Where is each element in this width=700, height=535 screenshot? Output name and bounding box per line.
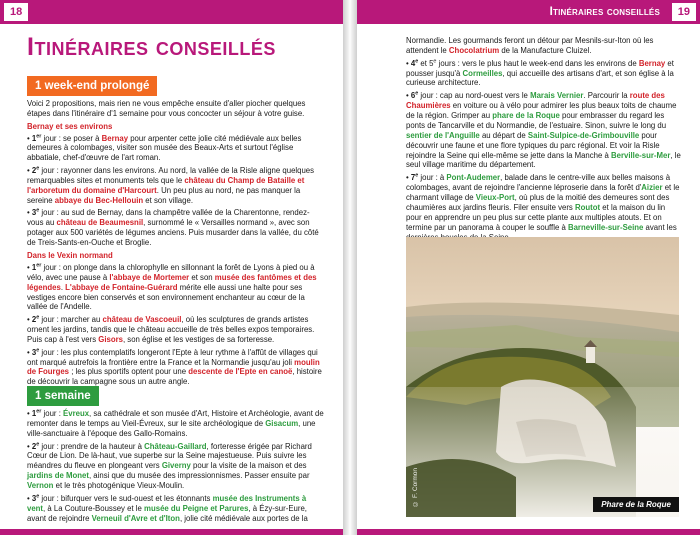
page-title-text: Itinéraires conseillés <box>27 33 276 61</box>
section-tab-week: 1 semaine <box>27 386 99 406</box>
running-title-text: Itinéraires conseillés <box>549 6 660 18</box>
photo-landscape <box>406 237 679 517</box>
bernay-day-1: • 1er jour : se poser à Bernay pour arpenter cette jolie cité médiévale aux belles demeures à colombages, visiter son musée des Beaux-Arts et surtout l'église abbatiale, chef-d'œuvre de l'art roman. <box>27 132 302 163</box>
photo-caption: Phare de la Roque <box>593 497 679 512</box>
week-day-4-5: • 4e et 5e jours : vers le plus haut le week-end dans les environs de Bernay et pousser jusqu'à Cormeilles, qui accueille des artisans d'art, et son église à la curieuse architecture. <box>406 58 674 88</box>
vexin-day-3: • 3e jour : les plus contemplatifs longeront l'Epte à leur rythme à l'affût de villages qui ont marqué autrefois la frontière entre la France et la Normandie jusqu'au joli moulin de Fourges ; les plus sportifs optent pour une descente de l'Epte en canoë, histoire de découvrir la campagne sous un autre angle. <box>27 347 322 387</box>
week-day-6: • 6e jour : cap au nord-ouest vers le Marais Vernier. Parcourir la route des Chaumières en voiture ou à vélo pour admirer les plus beaux toits de chaume de la région. Grimper au phare de la Roque pour embrasser du regard les ponts de Tancarville et du Normandie, de l'estuaire. Sinon, suivre le long du sentier de l'Anguille au départ de Saint-Sulpice-de-Grimbouville pour découvrir une faune et une flore typiques du parc régional. Et voir la Risle rejoindre la Seine qui elle-même se jette dans la Manche à Berville-sur-Mer, le seul village maritime du département. <box>406 90 681 170</box>
continuation-paragraph: Normandie. Les gourmands feront un détour par Mesnils-sur-Iton où les attendent le Chocolatrium de la Manufacture Cluizel. <box>406 36 654 55</box>
weekend-text <box>27 99 325 390</box>
week-day-7: • 7e jour : à Pont-Audemer, balade dans le centre-ville aux belles maisons à colombages, avant de rejoindre l'ancienne léproserie dans la forêt d'Aizier et le charmant village de Vieux-Port, où plus de la moitié des demeures sont des chaumières aux jardins fleuris. Filer ensuite vers Routot et la maison du lin pour en apprendre un peu plus sur cette plante aux multiples atouts. Et on termine par un panorama à couper le souffle à Barneville-sur-Seine avant les <box>406 172 680 232</box>
subheading-bernay: Bernay et ses environs <box>27 121 113 131</box>
page-number-left: 18 <box>4 3 28 21</box>
vexin-day-1: • 1er jour : on plonge dans la chlorophylle en sillonnant la forêt de Lyons à pied ou à vélo, avec une pause à l'abbaye de Mortemer et son musée des fantômes et des légendes. L'abbaye de Fontaine-Guérard mérite elle aussi une halte pour ses vestiges encore bien conservés et son environnement enchanteur au cœur de la vallée de l'Andelle. <box>27 262 317 312</box>
running-title <box>550 0 660 24</box>
subheading-vexin: Dans le Vexin normand <box>27 250 113 260</box>
bottom-bar-left <box>0 529 343 535</box>
bernay-day-2: • 2e jour : rayonner dans les environs. Au nord, la vallée de la Risle aligne quelques remarquables sites et monuments tels que le château du Champ de Bataille et l'arboretum du domaine d'Harcourt. Un peu plus au nord, ne pas manquer la sereine abbaye du Bec-Hellouin et son village. <box>27 165 315 205</box>
section-tab-weekend: 1 week-end prolongé <box>27 76 157 96</box>
photo-credit: © F. Cormon <box>412 468 419 507</box>
week-day-3: • 3e jour : bifurquer vers le sud-ouest et les étonnants musée des Instruments à vent, à La Couture-Boussey et le musée du Peigne et Parures, à Ézy-sur-Eure, avant de rejoindre Verneuil d'Avre et d'Iton, jolie cité médiévale aux portes de la <box>27 493 308 523</box>
bernay-day-3: • 3e jour : au sud de Bernay, dans la champêtre vallée de la Charentonne, rendez-vous au château de Beaumesnil, surnommé le « Versailles normand », avec son potager aux 500 variétés de légumes anciens. Puis musarder dans la vallée, du côté de Treis-Sants-en-Ouche et Broglie. <box>27 207 319 248</box>
photo-lighthouse <box>586 347 595 363</box>
page-title <box>27 33 276 62</box>
intro-paragraph: Voici 2 propositions, mais rien ne vous empêche ensuite d'aller piocher quelques étapes dans l'itinéraire d'1 semaine pour vous concocter un séjour à votre guise. <box>27 99 306 118</box>
week-day-2: • 2e jour : prendre de la hauteur à Château-Gaillard, forteresse érigée par Richard Cœur de Lion. De là-haut, vue superbe sur la Seine majestueuse. Puis suivre les méandres du fleuve en plongeant vers Giverny pour la visite de la maison et des jardins de Monet, ainsi que du musée des impressionnismes. Passer ensuite par Vernon et le très photogénique Vieux-Moulin. <box>27 440 312 491</box>
bottom-bar-right <box>357 529 700 535</box>
vexin-day-2: • 2e jour : marcher au château de Vascoeuil, où les sculptures de grands artistes ornent les jardins, tandis que le château accueille de très belles expos temporaires. Puis cap à l'est vers Gisors, son église et les vestiges de sa forteresse. <box>27 314 315 344</box>
book-gutter <box>343 0 357 535</box>
week-text <box>27 409 325 526</box>
header-bar-left <box>0 0 343 24</box>
right-text <box>406 36 682 245</box>
week-day-1: • 1er jour : Évreux, sa cathédrale et son musée d'Art, Histoire et Archéologie, avant de remonter dans le temps au Vieil-Évreux, sur le site archéologique de Gisacum, une ville-sanctuaire à l'époque des Gallo-Romains. <box>27 408 324 438</box>
right-page <box>357 0 700 535</box>
page-number-right: 19 <box>672 3 696 21</box>
left-page <box>0 0 343 535</box>
photo-phare-de-la-roque <box>406 237 679 517</box>
